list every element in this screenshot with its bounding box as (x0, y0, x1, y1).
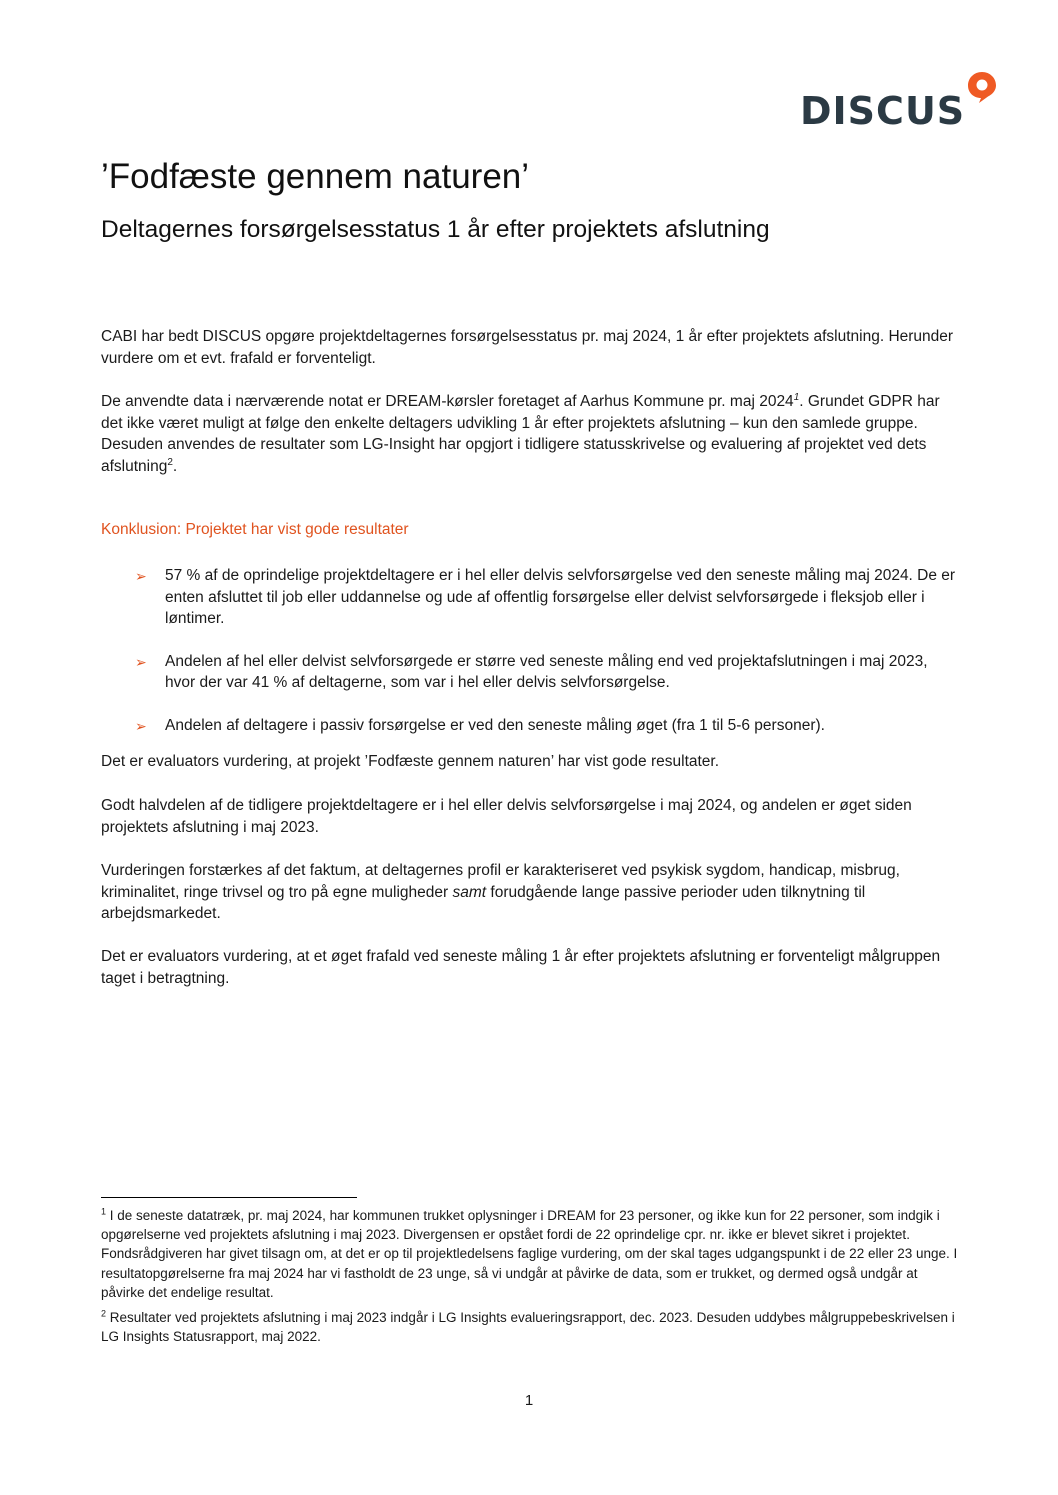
footnote-divider (101, 1197, 357, 1198)
intro-paragraph-1: CABI har bedt DISCUS opgøre projektdeltagernes forsørgelsesstatus pr. maj 2024, 1 år efter projektets afslutning. Herunder vurdere om et evt. frafald er forventeligt. (101, 328, 954, 367)
page-title: ’Fodfæste gennem naturen’ (101, 157, 530, 196)
conclusion-heading: Konklusion: Projektet har vist gode resultater (101, 521, 409, 538)
conclusion-paragraph-1: Det er evaluators vurdering, at projekt ’Fodfæste gennem naturen’ har vist gode resultater. (101, 753, 720, 770)
list-item: ➢ Andelen af deltagere i passiv forsørgelse er ved den seneste måling øget (fra 1 til 5-6 personer). (101, 715, 961, 737)
page-number: 1 (524, 1392, 534, 1409)
intro-paragraph-2: De anvendte data i nærværende notat er DREAM-kørsler foretaget af Aarhus Kommune pr. maj 2024$^1$. Grundet GDPR har det ikke været muligt at følge den enkelte deltagers udvikling 1 år efter projektets afslutning – kun den samlede gruppe. Desuden anvendes de resultater som LG-Insight har opgjort i tidligere statusskrivelse og evaluering af projektet ved dets afslutning$^2$. (101, 391, 940, 475)
conclusion-paragraph-3: Vurderingen forstærkes af det faktum, at deltagernes profil er karakteriseret ved psykisk sygdom, handicap, misbrug, kriminalitet, ringe trivsel og tro på egne muligheder samt forudgående lange passive perioder uden tilknytning til arbejdsmarkedet. (101, 862, 900, 923)
arrow-bullet-icon: ➢ (135, 568, 147, 584)
conclusion-paragraph-2: Godt halvdelen af de tidligere projektdeltagere er i hel eller delvis selvforsørgelse i maj 2024, og andelen er øget siden projektets afslutning i maj 2023. (101, 797, 912, 836)
list-item: ➢ Andelen af hel eller delvist selvforsørgede er større ved seneste måling end ved projektafslutningen i maj 2023, hvor der var 41 % af deltagerne, som var i hel eller delvis selvforsørgelse. (135, 652, 928, 692)
speech-pin-icon (966, 70, 998, 104)
arrow-bullet-icon: ➢ (135, 653, 147, 670)
conclusion-bullet-list (101, 565, 961, 737)
logo-text: DISCUS (800, 89, 966, 133)
conclusion-paragraph-4: Det er evaluators vurdering, at et øget frafald ved seneste måling 1 år efter projektets afslutning er forventeligt målgruppen taget i betragtning. (101, 948, 941, 987)
list-item: ➢ 57 % af de oprindelige projektdeltagere er i hel eller delvis selvforsørgelse ved den seneste måling maj 2024. De er enten afsluttet til job eller uddannelse og ude af offentlig forsørgelse eller delvist selvforsørgede i fleksjob eller i løntimer. (135, 567, 956, 628)
arrow-bullet-icon: ➢ (135, 717, 147, 734)
footnote-ref-1[interactable]: 1 (793, 391, 800, 403)
footnote-1: $^1$ I de seneste datatræk, pr. maj 2024, har kommunen trukket oplysninger i DREAM for 23 personer, og ikke kun for 22 personer, som indgik i opgørelserne ved projektets afslutning i maj 2023. Divergensen er opstået fordi de 22 oprindelige cpr. nr. ikke er blevet sikret i projektet. Fondsrådgiveren har givet tilsagn om, at det er op til projektledelsens faglige vurdering, om der skal tages udgangspunkt i de 22 eller 23 unge. I resultatopgørelserne fra maj 2024 har vi fastholdt de 23 unge, så vi undgår at påvirke de data, som er trukket, og dermed også undgår at påvirke det endelige resultat. (101, 1206, 958, 1300)
footnote-ref-2[interactable]: 2 (167, 456, 173, 468)
page-subtitle: Deltagernes forsørgelsesstatus 1 år efter projektets afslutning (101, 216, 770, 243)
footnote-2: $^2$ Resultater ved projektets afslutning i maj 2023 indgår i LG Insights evalueringsrapport, dec. 2023. Desuden uddybes målgruppebeskrivelsen i LG Insights Statusrapport, maj 2022. (101, 1308, 955, 1345)
discus-logo (800, 70, 1000, 132)
